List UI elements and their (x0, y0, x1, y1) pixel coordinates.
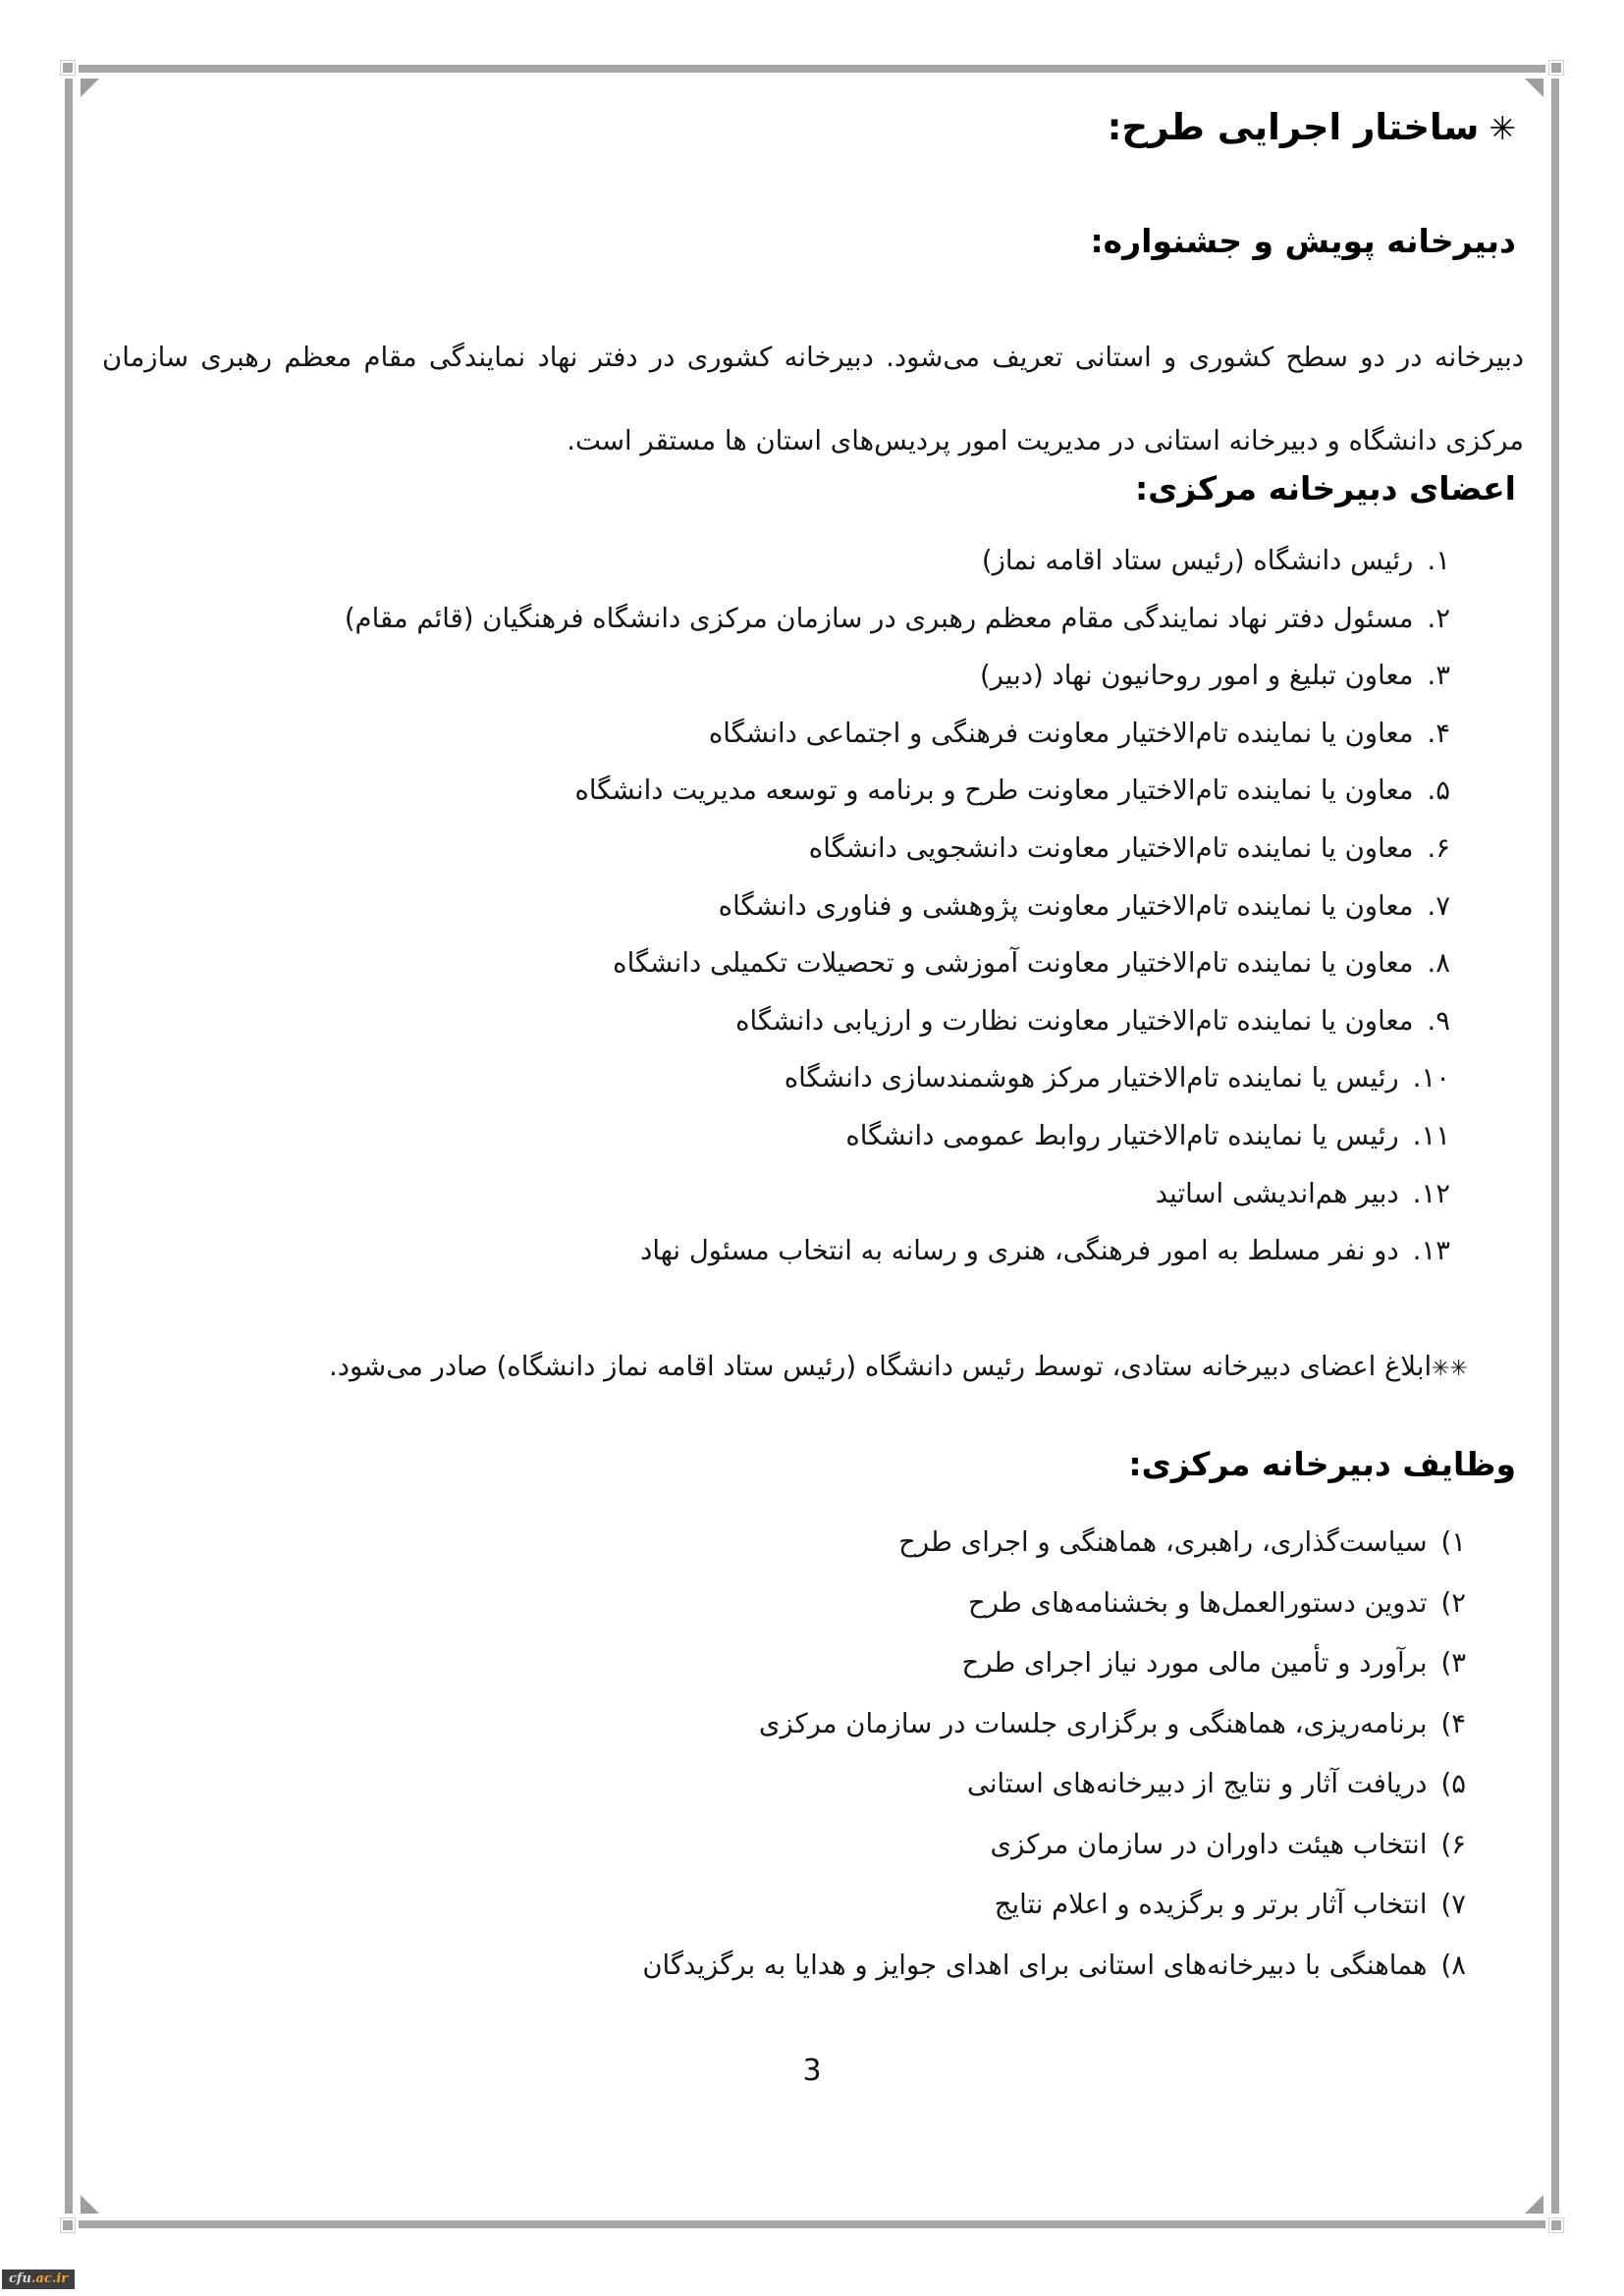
list-item-number: ۳) (1440, 1647, 1466, 1679)
list-item-number: ۷. (1427, 889, 1450, 922)
list-item (100, 878, 1450, 935)
appointment-note-text: ابلاغ اعضای دبیرخانه ستادی، توسط رئیس دانشگاه (رئیس ستاد اقامه نماز دانشگاه) صادر می‌شود. (328, 1351, 1433, 1382)
frame-corner-square-top-right (1551, 63, 1561, 73)
list-item-number: ۳. (1427, 660, 1450, 692)
list-item-text: رئیس یا نماینده تام‌الاختیار مرکز هوشمندسازی دانشگاه (784, 1062, 1399, 1095)
members-list (100, 532, 1524, 1280)
list-item (100, 1574, 1466, 1634)
list-item-text: معاون یا نماینده تام‌الاختیار معاونت آموزشی و تحصیلات تکمیلی دانشگاه (613, 947, 1414, 980)
list-item (100, 532, 1450, 590)
list-item-text: معاون یا نماینده تام‌الاختیار معاونت فرهنگی و اجتماعی دانشگاه (708, 717, 1414, 749)
list-item-text: انتخاب آثار برتر و برگزیده و اعلام نتایج (994, 1889, 1428, 1920)
watermark-badge (2, 2269, 75, 2289)
list-item (100, 1513, 1466, 1574)
frame-corner-square-bottom-left (63, 2220, 73, 2230)
watermark-name: cfu (9, 2271, 31, 2286)
duties-list (100, 1513, 1524, 1996)
list-item-text: دبیر هم‌اندیشی اساتید (1155, 1177, 1399, 1209)
list-item-text: دریافت آثار و نتایج از دبیرخانه‌های استانی (966, 1768, 1428, 1799)
list-item (100, 1815, 1466, 1876)
frame-corner-triangle-top-right (1525, 79, 1543, 97)
list-item-number: ۷) (1440, 1889, 1466, 1920)
frame-corner-triangle-bottom-left (81, 2195, 99, 2214)
list-item (100, 590, 1450, 648)
list-item-text: معاون یا نماینده تام‌الاختیار معاونت پژوهشی و فناوری دانشگاه (718, 889, 1414, 922)
frame-corner-square-bottom-right (1551, 2220, 1561, 2230)
frame-right-bar (1551, 79, 1559, 2214)
list-item-text: هماهنگی با دبیرخانه‌های استانی برای اهدای جوایز و هدایا به برگزیدگان (642, 1949, 1428, 1981)
list-item-text: رئیس یا نماینده تام‌الاختیار روابط عمومی دانشگاه (845, 1119, 1399, 1151)
list-item (100, 1754, 1466, 1815)
list-item-number: ۶) (1440, 1828, 1466, 1860)
list-item-text: معاون یا نماینده تام‌الاختیار معاونت طرح و برنامه و توسعه مدیریت دانشگاه (574, 774, 1414, 807)
list-item (100, 820, 1450, 878)
list-item-number: ۴. (1427, 717, 1450, 749)
list-item (100, 762, 1450, 820)
list-item (100, 1936, 1466, 1997)
list-item-text: برآورد و تأمین مالی مورد نیاز اجرای طرح (961, 1647, 1428, 1679)
list-item-text: معاون یا نماینده تام‌الاختیار معاونت نظارت و ارزیابی دانشگاه (735, 1004, 1414, 1037)
section-title-executive-structure (100, 106, 1516, 148)
list-item-number: ۱. (1427, 545, 1450, 576)
list-item-number: ۲) (1440, 1586, 1466, 1619)
list-item (100, 1633, 1466, 1694)
list-item-number: ۹. (1427, 1004, 1450, 1037)
frame-bottom-bar (79, 2220, 1545, 2228)
list-item-text: سیاست‌گذاری، راهبری، هماهنگی و اجرای طرح (898, 1526, 1428, 1558)
list-item-text: انتخاب هیئت داوران در سازمان مرکزی (990, 1828, 1428, 1860)
frame-left-bar (65, 79, 73, 2214)
list-item (100, 992, 1450, 1050)
list-item-text: رئیس دانشگاه (رئیس ستاد اقامه نماز) (981, 545, 1414, 576)
list-item-number: ۶. (1427, 831, 1450, 864)
list-item-text: مسئول دفتر نهاد نمایندگی مقام معظم رهبری در سازمان مرکزی دانشگاه فرهنگیان (قائم مقام) (344, 602, 1414, 634)
secretariat-paragraph: دبیرخانه در دو سطح کشوری و استانی تعریف می‌شود. دبیرخانه کشوری در دفتر نهاد نمایندگی مقام معظم رهبری سازمان مرکزی دانشگاه و دبیرخانه استانی در مدیریت امور پردیس‌های استان ها مستقر است. (102, 341, 1524, 456)
list-item (100, 1694, 1466, 1755)
list-item-text: معاون یا نماینده تام‌الاختیار معاونت دانشجویی دانشگاه (808, 831, 1414, 864)
list-item-text: دو نفر مسلط به امور فرهنگی، هنری و رسانه به انتخاب مسئول نهاد (640, 1235, 1399, 1267)
frame-corner-triangle-bottom-right (1525, 2195, 1543, 2214)
list-item (100, 1049, 1450, 1107)
list-item-number: ۵) (1440, 1768, 1466, 1799)
list-item (100, 1875, 1466, 1936)
list-item (100, 934, 1450, 992)
frame-corner-triangle-top-left (81, 79, 99, 97)
frame-corner-square-top-left (63, 63, 73, 73)
heading-central-secretariat-duties: وظایف دبیرخانه مرکزی: (1128, 1445, 1516, 1483)
page-number: 3 (802, 2054, 822, 2088)
list-item (100, 705, 1450, 763)
asterisk-icon: ✳ (1489, 109, 1516, 147)
list-item (100, 1165, 1450, 1223)
list-item-number: ۵. (1427, 774, 1450, 807)
double-asterisk-icon: ✳✳ (1432, 1357, 1468, 1381)
list-item (100, 1107, 1450, 1165)
heading-central-secretariat-members: اعضای دبیرخانه مرکزی: (1134, 469, 1516, 507)
list-item-number: ۸. (1427, 947, 1450, 980)
list-item-number: ۸) (1440, 1949, 1466, 1981)
list-item-number: ۱۳. (1412, 1235, 1450, 1267)
list-item-number: ۲. (1427, 602, 1450, 634)
list-item (100, 1222, 1450, 1280)
list-item-text: تدوین دستورالعمل‌ها و بخشنامه‌های طرح (968, 1586, 1428, 1619)
heading-secretariat: دبیرخانه پویش و جشنواره: (1090, 222, 1516, 260)
list-item-number: ۱۰. (1412, 1062, 1450, 1095)
list-item-number: ۱۲. (1412, 1177, 1450, 1209)
list-item-text: معاون تبلیغ و امور روحانیون نهاد (دبیر) (979, 660, 1414, 692)
list-item (100, 647, 1450, 705)
watermark-domain: .ac.ir (30, 2271, 69, 2286)
list-item-text: برنامه‌ریزی، هماهنگی و برگزاری جلسات در سازمان مرکزی (758, 1707, 1428, 1739)
list-item-number: ۴) (1440, 1707, 1466, 1739)
section-title-text: ساختار اجرایی طرح: (1107, 106, 1480, 148)
list-item-number: ۱) (1440, 1526, 1466, 1558)
list-item-number: ۱۱. (1412, 1119, 1450, 1151)
appointment-note (100, 1346, 1468, 1390)
frame-top-bar (79, 65, 1545, 73)
